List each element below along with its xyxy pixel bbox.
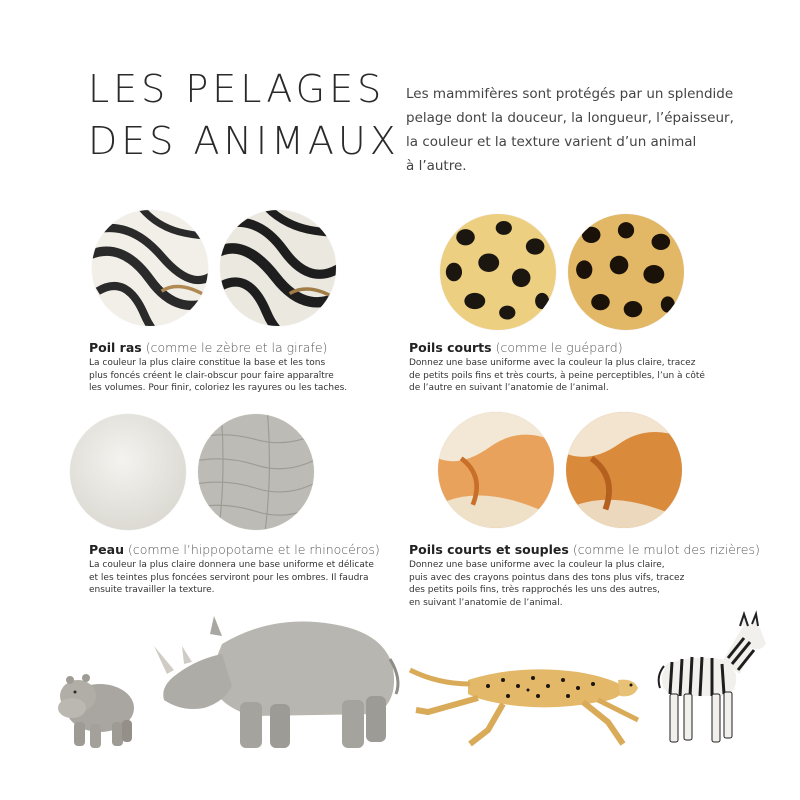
section-text-line: La couleur la plus claire donnera une base uniforme et délicate: [89, 560, 374, 570]
section-poil-ras: [89, 340, 419, 395]
intro-paragraph: [406, 82, 736, 178]
rhinoceros-illustration: [152, 604, 404, 754]
section-text-line: de petits poils fins et très courts, à peine perceptibles, l’un à côté: [409, 370, 705, 381]
section-subtitle: (comme le mulot des rizières): [572, 542, 760, 557]
rhino-skin-swatch: [198, 414, 314, 530]
section-title: Peau: [89, 542, 124, 557]
section-poils-courts-souples: [409, 542, 760, 609]
section-poils-courts: [409, 340, 739, 395]
section-title: Poils courts: [409, 340, 492, 355]
page-title-line-1: LES PELAGES: [88, 67, 386, 111]
intro-line: à l’autre.: [406, 158, 467, 174]
intro-line: pelage dont la douceur, la longueur, l’épaisseur,: [406, 110, 734, 126]
section-title: Poil ras: [89, 340, 142, 355]
section-title: Poils courts et souples: [409, 542, 569, 557]
section-text-line: Donnez une base uniforme avec la couleur la plus claire,: [409, 560, 665, 570]
cheetah-illustration: [408, 650, 640, 746]
section-text-line: Donnez une base uniforme avec la couleur la plus claire, tracez: [409, 358, 696, 368]
section-text-line: en suivant l’anatomie de l’animal.: [409, 597, 563, 608]
section-subtitle: (comme le zèbre et la girafe): [145, 340, 328, 355]
zebra-fur-swatch-detailed: [220, 210, 336, 326]
section-subtitle: (comme le guépard): [495, 340, 623, 355]
section-subtitle: (comme l’hippopotame et le rhinocéros): [127, 542, 380, 557]
section-text-line: ensuite travailler la texture.: [89, 585, 215, 595]
zebra-illustration: [656, 614, 770, 746]
zebra-fur-swatch-light: [92, 210, 208, 326]
mouse-fur-swatch-detailed: [566, 412, 682, 528]
intro-line: la couleur et la texture varient d’un animal: [406, 134, 697, 150]
section-peau: [89, 542, 419, 597]
page-title-line-2: DES ANIMAUX: [88, 119, 400, 163]
section-text-line: des petits poils fins, très rapprochés les uns des autres,: [409, 585, 660, 595]
hippo-skin-swatch: [70, 414, 186, 530]
section-text-line: puis avec des crayons pointus dans des tons plus vifs, tracez: [409, 572, 685, 583]
cheetah-fur-swatch-detailed: [568, 214, 684, 330]
section-text-line: plus foncés créent le clair-obscur pour faire apparaître: [89, 370, 334, 381]
section-text-line: et les teintes plus foncées serviront pour les ombres. Il faudra: [89, 572, 369, 583]
mouse-fur-swatch-light: [438, 412, 554, 528]
cheetah-fur-swatch-light: [440, 214, 556, 330]
section-text-line: de l’autre en suivant l’anatomie de l’animal.: [409, 383, 609, 393]
section-text-line: les volumes. Pour finir, coloriez les rayures ou les taches.: [89, 383, 348, 393]
intro-line: Les mammifères sont protégés par un splendide: [406, 86, 734, 102]
hippopotamus-illustration: [48, 660, 142, 754]
section-text-line: La couleur la plus claire constitue la base et les tons: [89, 358, 326, 368]
